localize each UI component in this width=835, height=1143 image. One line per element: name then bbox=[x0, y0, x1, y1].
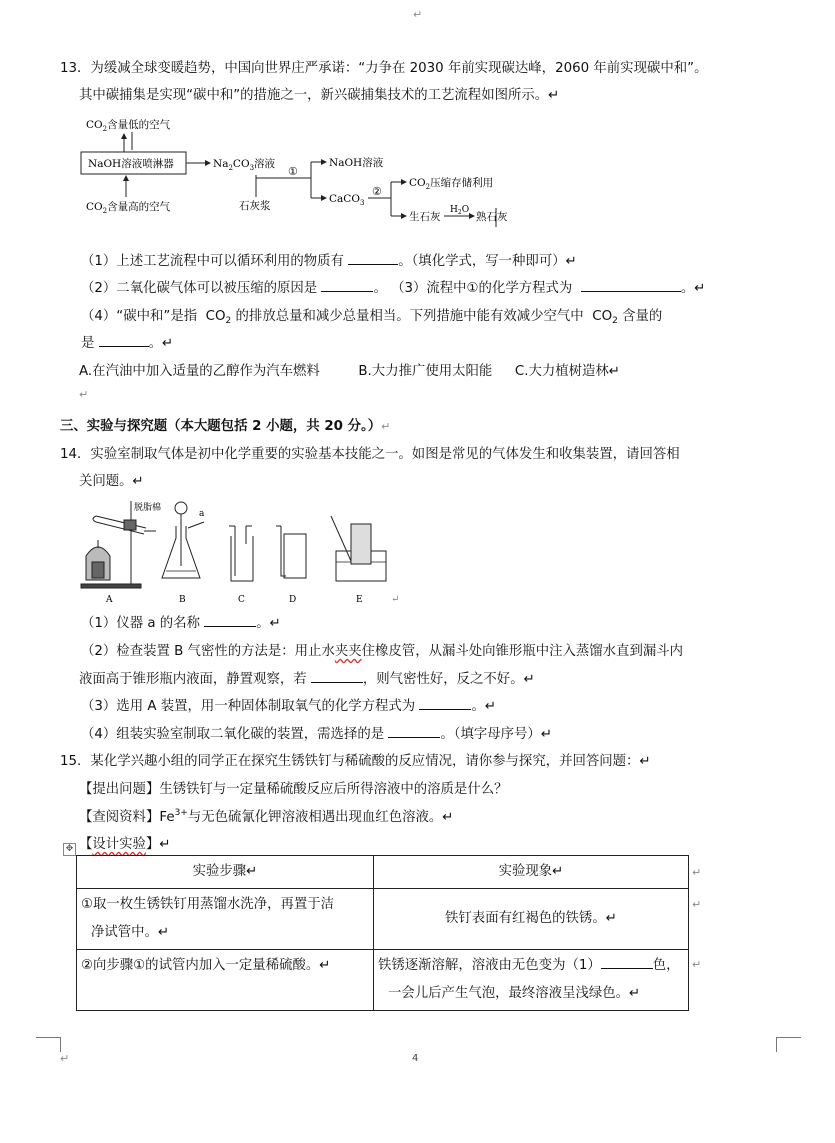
apparatus-d bbox=[276, 526, 306, 578]
row2-step: ②向步骤①的试管内加入一定量稀硫酸。↵ bbox=[77, 950, 374, 1011]
water-label: $H_2O$ bbox=[450, 205, 470, 216]
paragraph-mark: ↵ bbox=[692, 958, 702, 971]
high-co2-air-label: $CO_2$含量高的空气 bbox=[86, 201, 171, 215]
q15-line1: 15．某化学兴趣小组的同学正在探究生锈铁钉与稀硫酸的反应情况，请你参与探究，并回答问题：↵ bbox=[60, 754, 651, 769]
na2co3-solution-label: $Na_2CO_3$溶液 bbox=[213, 158, 276, 172]
page-corner-mark bbox=[776, 1037, 801, 1052]
q14-sub1: （1）仪器 a 的名称 。↵ bbox=[81, 616, 281, 631]
answer-blank[interactable] bbox=[311, 670, 363, 683]
row1-step: ①取一枚生锈铁钉用蒸馏水洗净，再置于洁 净试管中。↵ bbox=[77, 889, 374, 950]
paragraph-mark: ↵ bbox=[413, 8, 423, 21]
q13-sub4: （4）“碳中和”是指 $CO_2$ 的排放总量和减少总量相当。下列措施中能有效减少空气中 $CO_2$ 含量的 bbox=[81, 309, 663, 326]
lime-slurry-label: 石灰浆 bbox=[239, 200, 271, 212]
table-move-handle-icon[interactable]: ✥ bbox=[63, 843, 76, 856]
label-c: C bbox=[238, 595, 245, 605]
cotton-label: 脱脂棉 bbox=[134, 503, 162, 513]
label-b: B bbox=[179, 595, 186, 605]
instrument-a-label: a bbox=[199, 509, 205, 519]
q13-sub2-sub3: （2）二氧化碳气体可以被压缩的原因是 。 （3）流程中①的化学方程式为 。↵ bbox=[81, 281, 706, 296]
table-row bbox=[77, 889, 689, 950]
apparatus-e bbox=[331, 516, 386, 581]
caco3-label: CaCO$_3$ bbox=[329, 193, 365, 207]
q14-line2: 关问题。↵ bbox=[79, 474, 144, 489]
row1-phenomenon: 铁钉表面有红褐色的铁锈。↵ bbox=[374, 889, 689, 950]
label-e: E bbox=[356, 595, 363, 605]
answer-blank[interactable] bbox=[388, 725, 440, 738]
quicklime-label: 生石灰 bbox=[409, 211, 441, 223]
answer-blank[interactable] bbox=[601, 956, 653, 969]
q14-sub4: （4）组装实验室制取二氧化碳的装置，需选择的是 。（填字母序号）↵ bbox=[81, 727, 553, 742]
paragraph-mark: ↵ bbox=[60, 1052, 70, 1065]
q13-sub1: （1）上述工艺流程中可以循环利用的物质有 。（填化学式，写一种即可）↵ bbox=[81, 254, 577, 269]
answer-blank[interactable] bbox=[419, 697, 471, 710]
q15-question: 【提出问题】生锈铁钉与一定量稀硫酸反应后所得溶液中的溶质是什么？ bbox=[79, 782, 508, 797]
option-a: A.在汽油中加入适量的乙醇作为汽车燃料 bbox=[79, 364, 320, 379]
option-c: C.大力植树造林↵ bbox=[514, 364, 621, 379]
section-title: 三、实验与探究题（本大题包括 2 小题，共 20 分。）↵ bbox=[60, 419, 391, 434]
answer-blank[interactable] bbox=[321, 279, 373, 292]
low-co2-air-label: $CO_2$含量低的空气 bbox=[86, 119, 171, 133]
table-row bbox=[77, 856, 689, 889]
slaked-lime-label: 熟石灰 bbox=[476, 211, 508, 223]
option-b: B.大力推广使用太阳能 bbox=[358, 364, 493, 379]
q13-line2: 其中碳捕集是实现“碳中和”的措施之一，新兴碳捕集技术的工艺流程如图所示。↵ bbox=[79, 88, 560, 103]
table-row bbox=[77, 950, 689, 1011]
apparatus-a bbox=[81, 501, 156, 588]
label-d: D bbox=[289, 595, 297, 605]
answer-blank[interactable] bbox=[348, 252, 398, 265]
naoh-solution-label: NaOH溶液 bbox=[329, 157, 384, 169]
paragraph-mark: ↵ bbox=[79, 388, 89, 401]
q14-sub2-line2: 液面高于锥形瓶内液面，静置观察，若 ，则气密性好，反之不好。↵ bbox=[79, 672, 535, 687]
answer-blank[interactable] bbox=[204, 614, 256, 627]
q14-sub3: （3）选用 A 装置，用一种固体制取氧气的化学方程式为 。↵ bbox=[81, 699, 497, 714]
paragraph-mark: ↵ bbox=[692, 898, 702, 911]
apparatus-c bbox=[229, 526, 253, 581]
co2-storage-label: $CO_2$压缩存储利用 bbox=[409, 177, 494, 191]
header-step: 实验步骤↵ bbox=[77, 856, 374, 889]
page-corner-mark bbox=[36, 1037, 61, 1052]
apparatus-b bbox=[162, 502, 204, 578]
row2-phenomenon: 铁锈逐渐溶解，溶液由无色变为（1） 色， 一会儿后产生气泡，最终溶液呈浅绿色。↵ bbox=[374, 950, 689, 1011]
q13-line1: 13．为缓减全球变暖趋势，中国向世界庄严承诺：“力争在 2030 年前实现碳达峰，2060 年前实现碳中和”。 bbox=[60, 61, 708, 76]
answer-blank[interactable] bbox=[99, 334, 149, 347]
q15-design: 【设计实验】↵ bbox=[79, 837, 171, 852]
q14-sub2: （2）检查装置 B 气密性的方法是：用止水夹夹住橡皮管，从漏斗处向锥形瓶中注入蒸馏水直到漏斗内 bbox=[81, 644, 684, 659]
carbon-capture-flow-diagram bbox=[76, 112, 516, 240]
q14-line1: 14．实验室制取气体是初中化学重要的实验基本技能之一。如图是常见的气体发生和收集装置，请回答相 bbox=[60, 447, 680, 462]
answer-blank[interactable] bbox=[581, 279, 681, 292]
page-number: 4 bbox=[412, 1053, 419, 1064]
gas-apparatus-figure bbox=[76, 496, 406, 606]
label-a: A bbox=[106, 595, 113, 605]
step2-marker: ② bbox=[372, 185, 382, 198]
step1-marker: ① bbox=[288, 165, 298, 178]
q13-options bbox=[79, 360, 620, 379]
q15-info: 【查阅资料】$Fe^{3+}$与无色硫氰化钾溶液相遇出现血红色溶液。↵ bbox=[79, 808, 454, 825]
q13-sub4-line2: 是 。↵ bbox=[81, 336, 174, 351]
header-phenomenon: 实验现象↵ bbox=[374, 856, 689, 889]
paragraph-mark: ↵ bbox=[692, 866, 702, 879]
paragraph-mark: ↵ bbox=[391, 594, 400, 605]
sprayer-label: NaOH溶液喷淋器 bbox=[88, 158, 174, 170]
experiment-table bbox=[76, 855, 689, 1011]
